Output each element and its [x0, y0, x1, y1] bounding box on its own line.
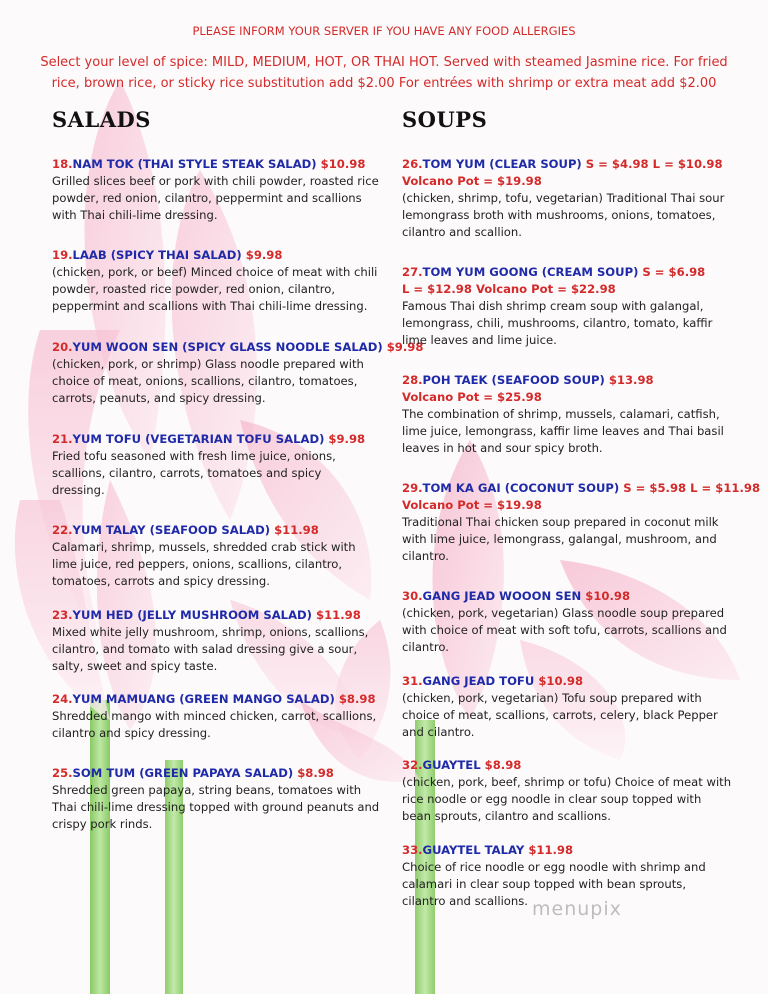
item-description: (chicken, pork, beef, shrimp or tofu) Choice of meat with rice noodle or egg noodle in clear soup topped with bean sprouts, cilantro and scallions.	[402, 775, 732, 823]
item-number: 24.	[52, 692, 73, 706]
menu-item-19	[52, 246, 382, 315]
item-number: 29.	[402, 481, 423, 495]
item-price: $9.98	[245, 248, 283, 262]
item-description: Mixed white jelly mushroom, shrimp, onions, scallions, cilantro, and tomato with salad dressing give a sour, salty, sweet and spicy taste.	[52, 625, 369, 673]
menu-item-22	[52, 521, 382, 590]
item-price: S = $5.98 L = $11.98	[623, 481, 761, 495]
salads-heading: SALADS	[52, 107, 151, 132]
soups-heading: SOUPS	[402, 107, 488, 132]
item-number: 31.	[402, 674, 423, 688]
item-number: 27.	[402, 265, 423, 279]
item-description: (chicken, pork, or shrimp) Glass noodle prepared with choice of meat, onions, scallions, cilantro, tomatoes, carrots, peanuts, and spicy dressing.	[52, 357, 364, 405]
item-description: Shredded green papaya, string beans, tomatoes with Thai chili-lime dressing topped with ground peanuts and crispy pork rinds.	[52, 783, 380, 831]
item-name: GANG JEAD TOFU	[422, 674, 535, 688]
item-price: $10.98	[320, 157, 366, 171]
item-volcano-price: Volcano Pot = $19.98	[402, 174, 542, 188]
item-name: YUM MAMUANG (GREEN MANGO SALAD)	[72, 692, 335, 706]
item-name: TOM YUM GOONG (CREAM SOUP)	[422, 265, 639, 279]
item-number: 21.	[52, 432, 73, 446]
spice-line-1: Select your level of spice: MILD, MEDIUM, HOT, OR THAI HOT. Served with steamed Jasmine rice. For fried	[40, 55, 728, 70]
item-name: NAM TOK (THAI STYLE STEAK SALAD)	[72, 157, 317, 171]
menu-item-25	[52, 764, 382, 833]
item-price: $9.98	[386, 340, 424, 354]
item-price: $9.98	[328, 432, 366, 446]
menu-item-30	[402, 587, 732, 656]
item-price: S = $4.98 L = $10.98	[585, 157, 723, 171]
menu-item-31	[402, 672, 732, 741]
menu-item-27	[402, 263, 732, 349]
item-price: $11.98	[274, 523, 319, 537]
menu-item-24	[52, 690, 382, 742]
item-description: (chicken, pork, vegetarian) Glass noodle soup prepared with choice of meat with soft tofu, carrots, scallions and cilantro.	[402, 606, 727, 654]
item-price: $10.98	[585, 589, 631, 603]
item-name: POH TAEK (SEAFOOD SOUP)	[422, 373, 605, 387]
item-name: YUM TOFU (VEGETARIAN TOFU SALAD)	[72, 432, 325, 446]
menu-item-28	[402, 371, 732, 457]
item-description: (chicken, shrimp, tofu, vegetarian) Traditional Thai sour lemongrass broth with mushrooms, onions, tomatoes, cilantro and scallion.	[402, 191, 725, 239]
item-description: Choice of rice noodle or egg noodle with shrimp and calamari in clear soup topped with bean sprouts, cilantro and scallions.	[402, 860, 706, 908]
item-name: TOM KA GAI (COCONUT SOUP)	[422, 481, 620, 495]
item-price: $10.98	[538, 674, 584, 688]
item-name: LAAB (SPICY THAI SALAD)	[72, 248, 242, 262]
item-description: Traditional Thai chicken soup prepared in coconut milk with lime juice, lemongrass, galangal, mushroom, and cilantro.	[402, 515, 719, 563]
item-number: 23.	[52, 608, 73, 622]
item-price: $13.98	[608, 373, 654, 387]
item-number: 18.	[52, 157, 73, 171]
item-name: YUM HED (JELLY MUSHROOM SALAD)	[72, 608, 312, 622]
item-number: 20.	[52, 340, 73, 354]
item-name: GUAYTEL	[422, 758, 481, 772]
item-number: 19.	[52, 248, 73, 262]
item-name: TOM YUM (CLEAR SOUP)	[422, 157, 582, 171]
item-description: Grilled slices beef or pork with chili powder, roasted rice powder, red onion, cilantro, peppermint and scallions with Thai chili-lime dressing.	[52, 174, 379, 222]
menu-item-29	[402, 479, 761, 565]
item-number: 28.	[402, 373, 423, 387]
item-description: The combination of shrimp, mussels, calamari, catfish, lime juice, lemongrass, kaffir lime leaves and Thai basil leaves in hot and sour spicy broth.	[402, 407, 724, 455]
item-name: GANG JEAD WOOON SEN	[422, 589, 582, 603]
item-description: Calamari, shrimp, mussels, shredded crab stick with lime juice, red peppers, onions, scallions, cilantro, tomatoes, carrots and spicy dressing.	[52, 540, 356, 588]
item-price: $11.98	[316, 608, 361, 622]
item-volcano-price: L = $12.98 Volcano Pot = $22.98	[402, 282, 616, 296]
menu-item-26	[402, 155, 732, 241]
item-price: $8.98	[297, 766, 334, 780]
item-description: Famous Thai dish shrimp cream soup with galangal, lemongrass, chili, mushrooms, cilantro, tomato, kaffir lime leaves and lime juice.	[402, 299, 713, 347]
item-price: $8.98	[484, 758, 522, 772]
item-price: $11.98	[528, 843, 574, 857]
item-number: 33.	[402, 843, 423, 857]
item-number: 22.	[52, 523, 73, 537]
watermark: menupix	[532, 898, 622, 920]
item-number: 25.	[52, 766, 73, 780]
item-name: GUAYTEL TALAY	[422, 843, 525, 857]
menu-item-32	[402, 756, 732, 825]
item-number: 30.	[402, 589, 423, 603]
item-name: SOM TUM (GREEN PAPAYA SALAD)	[72, 766, 294, 780]
item-number: 26.	[402, 157, 423, 171]
item-volcano-price: Volcano Pot = $25.98	[402, 390, 542, 404]
spice-instructions	[30, 52, 738, 94]
item-description: (chicken, pork, or beef) Minced choice of meat with chili powder, roasted rice powder, red onion, cilantro, peppermint and scallions with Thai chili-lime dressing.	[52, 265, 378, 313]
item-number: 32.	[402, 758, 423, 772]
item-description: Fried tofu seasoned with fresh lime juice, onions, scallions, cilantro, carrots, tomatoes and spicy dressing.	[52, 449, 336, 497]
item-description: (chicken, pork, vegetarian) Tofu soup prepared with choice of meat, scallions, carrots, celery, black Pepper and cilantro.	[402, 691, 718, 739]
menu-item-21	[52, 430, 382, 499]
menu-item-18	[52, 155, 382, 224]
item-price: S = $6.98	[642, 265, 706, 279]
item-description: Shredded mango with minced chicken, carrot, scallions, cilantro and spicy dressing.	[52, 709, 377, 740]
item-price: $8.98	[338, 692, 376, 706]
item-volcano-price: Volcano Pot = $19.98	[402, 498, 542, 512]
spice-line-2: rice, brown rice, or sticky rice substitution add $2.00 For entrées with shrimp or extra meat add $2.00	[51, 76, 717, 91]
item-name: YUM TALAY (SEAFOOD SALAD)	[72, 523, 271, 537]
item-name: YUM WOON SEN (SPICY GLASS NOODLE SALAD)	[72, 340, 383, 354]
allergy-notice: PLEASE INFORM YOUR SERVER IF YOU HAVE ANY FOOD ALLERGIES	[192, 24, 576, 38]
menu-item-23	[52, 606, 382, 675]
